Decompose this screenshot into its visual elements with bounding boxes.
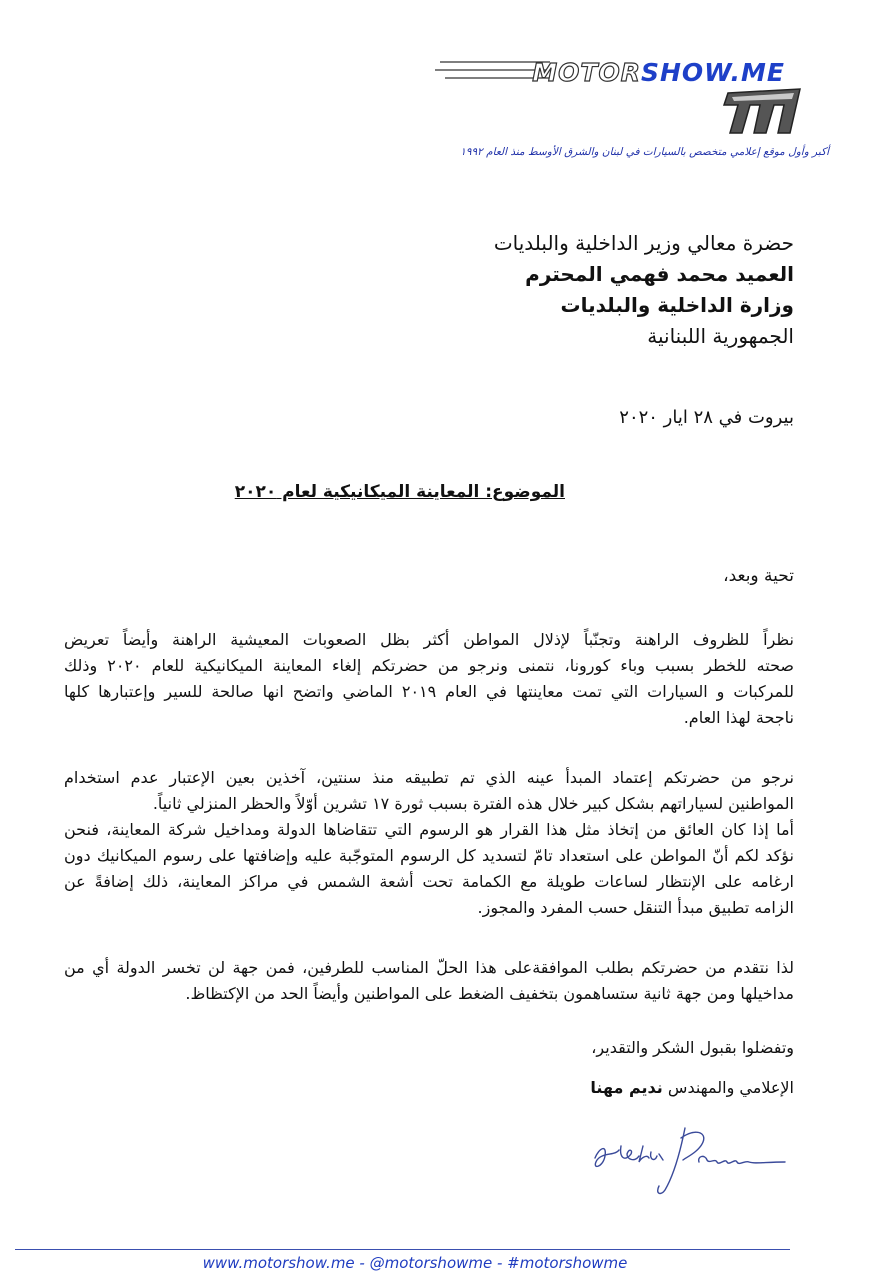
paragraph-line: أما إذا كان العائق من إتخاذ مثل هذا القرار هو الرسوم التي تتقاضاها الدولة ومداخيل شركة المعاينة، فنحن: [64, 820, 794, 839]
letter-greeting: تحية وبعد،: [723, 566, 794, 586]
logo-wordmark: [532, 58, 785, 87]
addressee-block: [194, 228, 794, 352]
motorshow-logo: [430, 52, 830, 142]
paragraph-2: [64, 765, 794, 921]
paragraph-line: الزامه تطبيق مبدأ التنقل حسب المفرد والمجوز.: [477, 898, 794, 917]
logo-tagline: أكبر وأول موقع إعلامي متخصص بالسيارات في لبنان والشرق الأوسط منذ العام ١٩٩٢: [460, 146, 829, 158]
letter-closing: وتفضلوا بقبول الشكر والتقدير،: [591, 1038, 794, 1057]
logo-show-text: SHOW.ME: [640, 58, 785, 87]
footer-links: www.motorshow.me - @motorshowme - #motorshowme: [202, 1254, 628, 1272]
paragraph-line: صحته للخطر بسبب وباء كورونا، نتمنى ونرجو من حضرتكم إلغاء المعاينة الميكانيكية للعام ٢٠٢٠ وذلك: [64, 656, 794, 675]
letter-subject: الموضوع: المعاينة الميكانيكية لعام ٢٠٢٠: [234, 482, 565, 502]
addressee-name: العميد محمد فهمي المحترم: [525, 262, 794, 286]
paragraph-line: نرجو من حضرتكم إعتماد المبدأ عينه الذي تم تطبيقه منذ سنتين، آخذين بعين الإعتبار عدم استخدام: [64, 768, 794, 787]
paragraph-3: [64, 955, 794, 1007]
paragraph-line: لذا نتقدم من حضرتكم بطلب الموافقةعلى هذا الحلّ المناسب للطرفين، فمن جهة لن تخسر الدولة أي من: [64, 958, 794, 977]
logo-mark-icon: [720, 85, 805, 137]
paragraph-line: نؤكد لكم أنّ المواطن على استعداد تامّ لتسديد كل الرسوم المتوجّبة عليه وإضافتها على رسوم الميكانيك دون: [64, 846, 794, 865]
addressee-title: حضرة معالي وزير الداخلية والبلديات: [493, 231, 794, 255]
paragraph-line: للمركبات و السيارات التي تمت معاينتها في العام ٢٠١٩ الماضي واتضح انها صالحة للسير وإعتبارها كلها: [64, 682, 794, 701]
handwritten-signature: [585, 1118, 790, 1198]
footer-divider: [15, 1249, 790, 1250]
paragraph-line: نظراً للظروف الراهنة وتجنّباً لإذلال المواطن أكثر بظل الصعوبات المعيشية الراهنة وأيضاً تعريض: [64, 630, 794, 649]
sender-title: الإعلامي والمهندس: [667, 1078, 794, 1097]
paragraph-line: المواطنين لسياراتهم بشكل كبير خلال هذه الفترة بسبب ثورة ١٧ تشرين أوّلاً والحظر المنزلي ثانياً.: [152, 794, 794, 813]
letter-date: بيروت في ٢٨ ايار ٢٠٢٠: [619, 407, 794, 428]
paragraph-line: مداخيلها ومن جهة ثانية ستساهمون بتخفيف الضغط على المواطنين وأيضاً الحد من الإكتظاظ.: [185, 984, 794, 1003]
paragraph-line: ناجحة لهذا العام.: [683, 708, 794, 727]
addressee-ministry: وزارة الداخلية والبلديات: [560, 293, 794, 317]
logo-motor-text: MOTOR: [532, 58, 641, 87]
addressee-country: الجمهورية اللبنانية: [647, 324, 794, 348]
sender-name: نديم مهنا: [590, 1078, 663, 1097]
sender-line: [590, 1078, 794, 1097]
paragraph-line: ارغامه على الإنتظار لساعات طويلة مع الكمامة تحت أشعة الشمس في مراكز المعاينة، ذلك إضافةً عن: [64, 872, 794, 891]
paragraph-1: [64, 627, 794, 731]
